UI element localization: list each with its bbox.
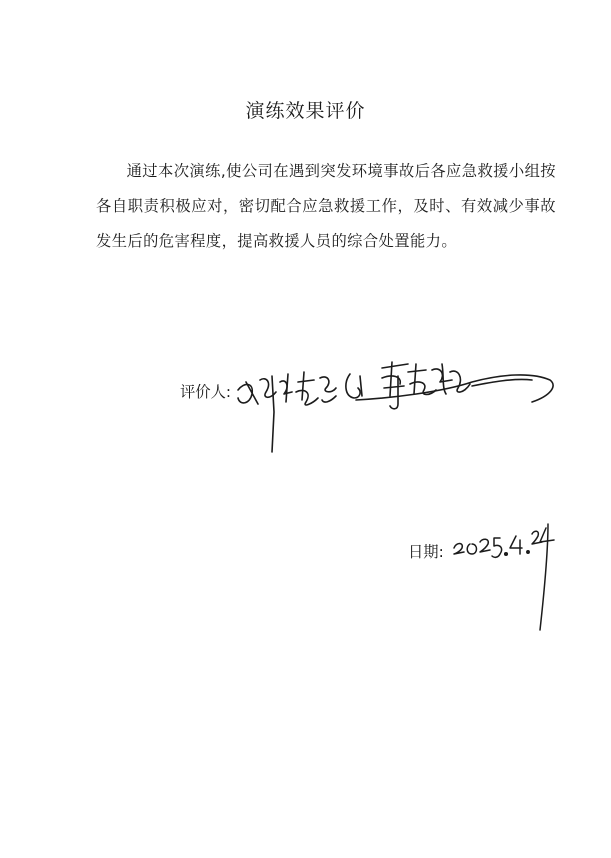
signature-1 bbox=[238, 372, 362, 452]
evaluation-body bbox=[96, 154, 556, 259]
evaluation-paragraph: 通过本次演练,使公司在遇到突发环境事故后各应急救援小组按各自职责积极应对，密切配合应急救援工作，及时、有效减少事故发生后的危害程度，提高救援人员的综合处置能力。 bbox=[96, 162, 556, 250]
document-title: 演练效果评价 bbox=[245, 100, 366, 122]
handwritten-date bbox=[450, 514, 560, 634]
date-label: 日期: bbox=[408, 543, 444, 561]
evaluator-signatures bbox=[232, 352, 562, 462]
evaluator-label: 评价人: bbox=[180, 383, 232, 401]
signature-2 bbox=[356, 362, 553, 409]
